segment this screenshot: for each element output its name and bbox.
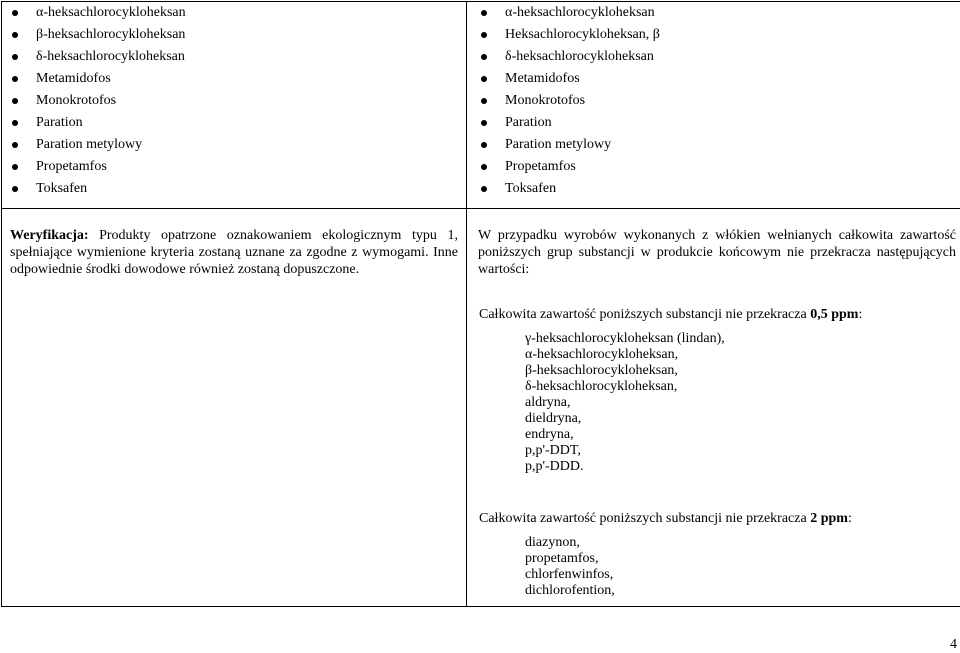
- left-substance-list: [2, 2, 466, 200]
- list-item: aldryna,: [525, 395, 571, 410]
- substance-name: Monokrotofos: [36, 93, 117, 108]
- list-item: [2, 24, 466, 46]
- right-substance-list: [467, 2, 960, 200]
- bullet-icon: [481, 32, 487, 38]
- document-table: [1, 1, 960, 607]
- list-item: [467, 178, 960, 200]
- list-item: [467, 134, 960, 156]
- bullet-icon: [481, 142, 487, 148]
- bullet-icon: [12, 54, 18, 60]
- list-item: diazynon,: [525, 535, 580, 550]
- bullet-icon: [481, 10, 487, 16]
- bullet-icon: [12, 10, 18, 16]
- right-substance-cell: [467, 2, 960, 209]
- substance-name: δ-heksachlorocykloheksan: [505, 49, 654, 64]
- list-item: dieldryna,: [525, 411, 582, 426]
- list-item: p,p'-DDD.: [525, 459, 584, 474]
- limit-prefix: Całkowita zawartość poniższych substancji nie przekracza: [479, 511, 811, 526]
- limit-prefix: Całkowita zawartość poniższych substancji nie przekracza: [479, 307, 811, 322]
- verification-label: Weryfikacja:: [10, 228, 89, 243]
- page-number: 4: [950, 637, 957, 652]
- bullet-icon: [12, 98, 18, 104]
- substance-name: Toksafen: [505, 181, 557, 196]
- substance-name: Toksafen: [36, 181, 88, 196]
- list-item: [2, 46, 466, 68]
- bullet-icon: [481, 54, 487, 60]
- list-item: chlorfenwinfos,: [525, 567, 614, 582]
- substance-name: Paration metylowy: [36, 137, 143, 152]
- bullet-icon: [481, 186, 487, 192]
- requirement-paragraph: W przypadku wyrobów wykonanych z włókien wełnianych całkowita zawartość poniższych grup substancji w produkcie końcowym nie przekracza następujących wartości:: [478, 228, 956, 277]
- substance-name: Metamidofos: [505, 71, 580, 86]
- list-item: [467, 24, 960, 46]
- limit-block-0-5ppm: [467, 306, 960, 475]
- list-item: [2, 90, 466, 112]
- verification-paragraph: [2, 209, 466, 278]
- list-item: [2, 178, 466, 200]
- list-item: [467, 90, 960, 112]
- bullet-icon: [481, 76, 487, 82]
- list-item: [467, 2, 960, 24]
- substance-name: β-heksachlorocykloheksan: [36, 27, 186, 42]
- bullet-icon: [481, 98, 487, 104]
- list-item: dichlorofention,: [525, 583, 615, 598]
- left-substance-cell: [2, 2, 467, 209]
- bullet-icon: [12, 164, 18, 170]
- list-item: propetamfos,: [525, 551, 599, 566]
- list-item: δ-heksachlorocykloheksan,: [525, 379, 678, 394]
- table-row: [2, 2, 960, 209]
- limit-value: 0,5 ppm: [810, 307, 859, 322]
- substance-name: Propetamfos: [505, 159, 576, 174]
- limit-block-2ppm: [467, 510, 960, 599]
- list-item: endryna,: [525, 427, 574, 442]
- substance-sublist: [479, 331, 960, 475]
- list-item: [2, 68, 466, 90]
- list-item: α-heksachlorocykloheksan,: [525, 347, 679, 362]
- list-item: [467, 68, 960, 90]
- substance-name: α-heksachlorocykloheksan: [36, 5, 186, 20]
- substance-name: Propetamfos: [36, 159, 107, 174]
- limit-title: [479, 306, 960, 323]
- requirement-cell: [467, 209, 960, 607]
- list-item: [467, 156, 960, 178]
- substance-name: Monokrotofos: [505, 93, 586, 108]
- list-item: p,p'-DDT,: [525, 443, 581, 458]
- verification-text: Produkty opatrzone oznakowaniem ekologicznym typu 1, spełniające wymienione kryteria zostaną uznane za zgodne z wymogami. Inne odpowiednie środki dowodowe również zostaną dopuszczone.: [10, 228, 458, 277]
- bullet-icon: [12, 76, 18, 82]
- table-row: [2, 209, 960, 607]
- substance-sublist: [479, 535, 960, 599]
- limit-suffix: :: [847, 511, 852, 526]
- list-item: [2, 134, 466, 156]
- list-item: [2, 2, 466, 24]
- bullet-icon: [12, 142, 18, 148]
- list-item: [467, 112, 960, 134]
- list-item: β-heksachlorocykloheksan,: [525, 363, 678, 378]
- bullet-icon: [12, 186, 18, 192]
- bullet-icon: [481, 120, 487, 126]
- bullet-icon: [12, 120, 18, 126]
- bullet-icon: [12, 32, 18, 38]
- list-item: γ-heksachlorocykloheksan (lindan),: [525, 331, 725, 346]
- substance-name: Paration: [36, 115, 83, 130]
- substance-name: δ-heksachlorocykloheksan: [36, 49, 185, 64]
- list-item: [2, 112, 466, 134]
- limit-suffix: :: [858, 307, 863, 322]
- substance-name: Heksachlorocykloheksan, β: [505, 27, 660, 42]
- substance-name: α-heksachlorocykloheksan: [505, 5, 655, 20]
- substance-name: Paration metylowy: [505, 137, 612, 152]
- substance-name: Paration: [505, 115, 552, 130]
- list-item: [2, 156, 466, 178]
- list-item: [467, 46, 960, 68]
- limit-title: [479, 510, 960, 527]
- limit-value: 2 ppm: [810, 511, 848, 526]
- verification-cell: [2, 209, 467, 607]
- bullet-icon: [481, 164, 487, 170]
- substance-name: Metamidofos: [36, 71, 111, 86]
